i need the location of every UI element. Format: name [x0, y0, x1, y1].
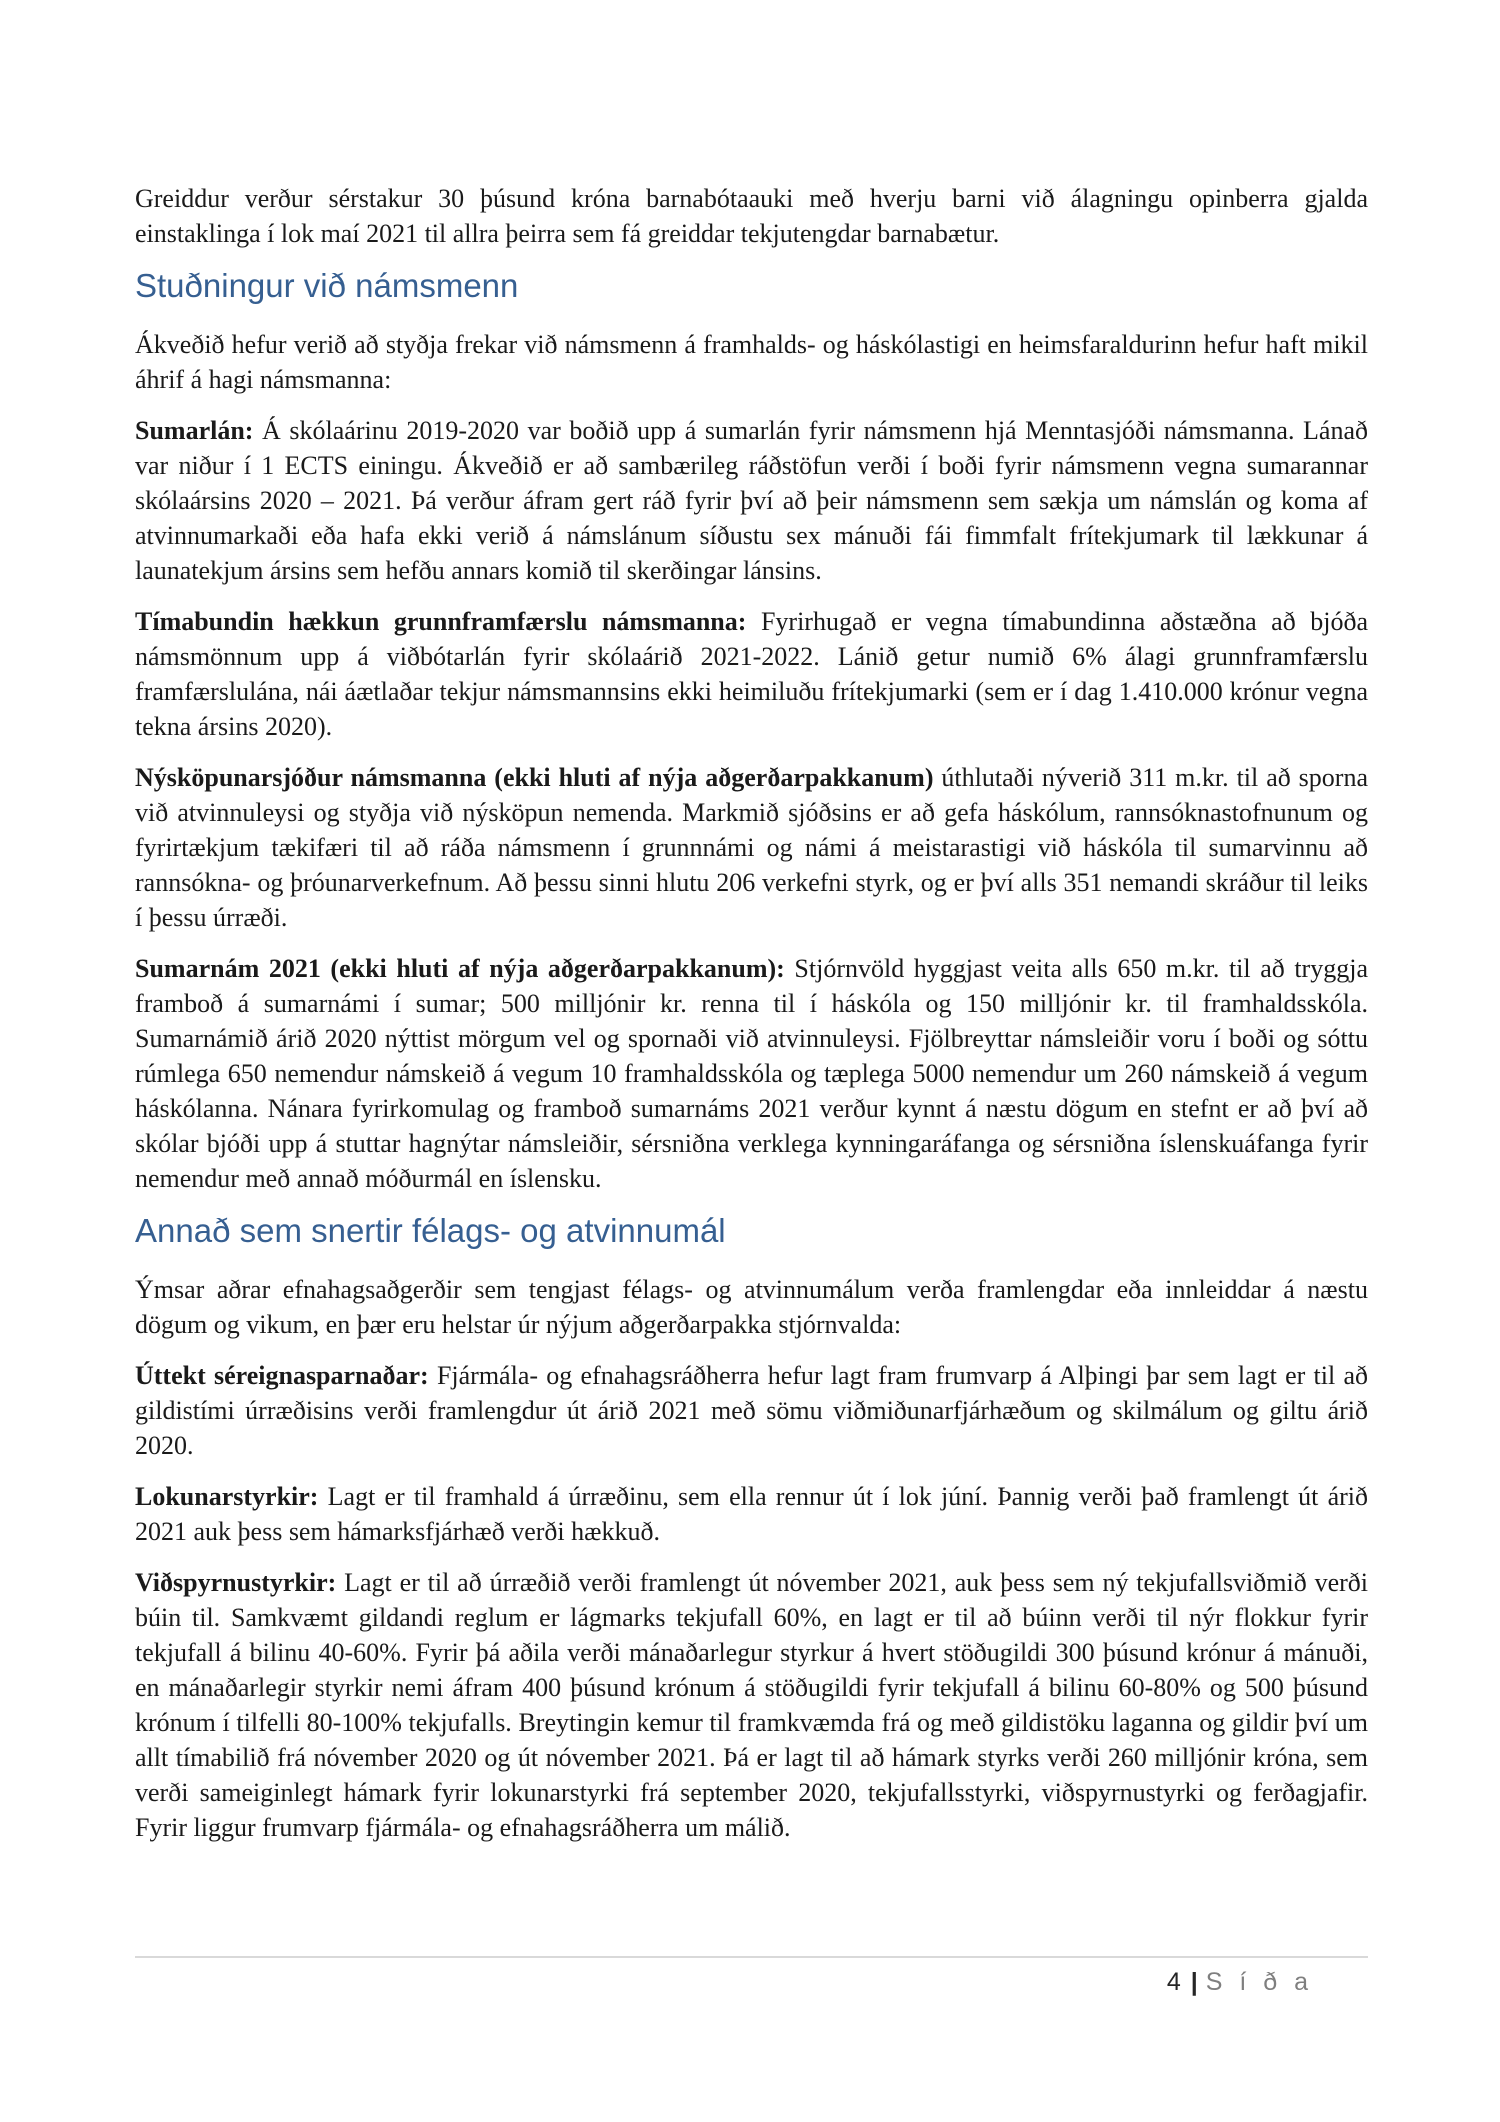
paragraph-vidspyrnustyrkir-body: Lagt er til að úrræðið verði framlengt út nóvember 2021, auk þess sem ný tekjufallsviðmið verði búin til. Samkvæmt gildandi reglum er lágmarks tekjufall 60%, en lagt er til að búinn verði til nýr flokkur fyrir tekjufall á bilinu 40-60%. Fyrir þá aðila verði mánaðarlegur styrkur á hvert stöðugildi 300 þúsund krónur á mánuði, en mánaðarlegir styrkir nemi áfram 400 þúsund krónum á stöðugildi fyrir tekjufall á bilinu 60-80% og 500 þúsund krónum í tilfelli 80-100% tekjufalls. Breytingin kemur til framkvæmda frá og með gildistöku laganna og gildir því um allt tímabilið frá nóvember 2020 og út nóvember 2021. Þá er lagt til að hámark styrks verði 260 milljónir króna, sem verði sameiginlegt hámark fyrir lokunarstyrki frá september 2020, tekjufallsstyrki, viðspyrnustyrki og ferðagjafir. Fyrir liggur frumvarp fjármála- og efnahagsráðherra um málið. — [135, 1568, 1368, 1842]
footer-page-number: 4 — [1166, 1968, 1181, 1996]
paragraph-lokunarstyrkir-body: Lagt er til framhald á úrræðinu, sem ella rennur út í lok júní. Þannig verði það framlengt út árið 2021 auk þess sem hámarksfjárhæð verði hækkuð. — [135, 1482, 1368, 1546]
paragraph-vidspyrnustyrkir — [135, 1565, 1368, 1845]
paragraph-uttekt — [135, 1358, 1368, 1463]
page-footer — [1167, 1968, 1313, 1997]
intro-paragraph: Greiddur verður sérstakur 30 þúsund króna barnabótaauki með hverju barni við álagningu opinberra gjalda einstaklinga í lok maí 2021 til allra þeirra sem fá greiddar tekjutengdar barnabætur. — [135, 184, 1368, 248]
paragraph-sumarnam — [135, 951, 1368, 1196]
paragraph-uttekt-body: Fjármála- og efnahagsráðherra hefur lagt fram frumvarp á Alþingi þar sem lagt er til að gildistími úrræðisins verði framlengdur út árið 2021 með sömu viðmiðunarfjárhæðum og skilmálum og giltu árið 2020. — [135, 1361, 1368, 1460]
section-heading-other-measures: Annað sem snertir félags- og atvinnumál — [135, 1212, 726, 1249]
paragraph-nyskopunarsjodur-lead: Nýsköpunarsjóður námsmanna (ekki hluti af nýja aðgerðarpakkanum) — [135, 763, 934, 792]
section-heading-students: Stuðningur við námsmenn — [135, 267, 519, 304]
footer-divider — [135, 1956, 1368, 1958]
paragraph-sumarlan — [135, 413, 1368, 588]
paragraph-nyskopunarsjodur-body: úthlutaði nýverið 311 m.kr. til að sporna við atvinnuleysi og styðja við nýsköpun nemenda. Markmið sjóðsins er að gefa háskólum, rannsóknastofnunum og fyrirtækjum tækifæri til að ráða námsmenn í grunnnámi og námi á meistarastigi við háskóla til sumarvinnu að rannsókna- og þróunarverkefnum. Að þessu sinni hlutu 206 verkefni styrk, og er því alls 351 nemandi skráður til leiks í þessu úrræði. — [135, 763, 1368, 932]
paragraph-timabundin-lead: Tímabundin hækkun grunnframfærslu námsmanna: — [135, 607, 747, 636]
footer-page-label: S í ð a — [1205, 1968, 1313, 1996]
paragraph-timabundin — [135, 604, 1368, 744]
footer-separator: | — [1190, 1968, 1198, 1996]
paragraph-timabundin-body: Fyrirhugað er vegna tímabundinna aðstæðna að bjóða námsmönnum upp á viðbótarlán fyrir skólaárið 2021-2022. Lánið getur numið 6% álagi grunnframfærslu framfærslulána, nái áætlaðar tekjur námsmannsins ekki heimiluðu frítekjumarki (sem er í dag 1.410.000 krónur vegna tekna ársins 2020). — [135, 607, 1368, 741]
paragraph-lokunarstyrkir-lead: Lokunarstyrkir: — [135, 1482, 319, 1511]
paragraph-sumarlan-lead: Sumarlán: — [135, 416, 254, 445]
document-body — [135, 181, 1368, 1861]
paragraph-sumarlan-body: Á skólaárinu 2019-2020 var boðið upp á sumarlán fyrir námsmenn hjá Menntasjóði námsmanna. Lánað var niður í 1 ECTS einingu. Ákveðið er að sambærileg ráðstöfun verði í boði fyrir námsmenn vegna sumarannar skólaársins 2020 – 2021. Þá verður áfram gert ráð fyrir því að þeir námsmenn sem sækja um námslán og koma af atvinnumarkaði eða hafa ekki verið á námslánum síðustu sex mánuði fái fimmfalt frítekjumark til lækkunar á launatekjum ársins sem hefðu annars komið til skerðingar lánsins. — [135, 416, 1368, 585]
paragraph-uttekt-lead: Úttekt séreignasparnaðar: — [135, 1361, 429, 1390]
paragraph-vidspyrnustyrkir-lead: Viðspyrnustyrkir: — [135, 1568, 337, 1597]
paragraph-sumarnam-lead: Sumarnám 2021 (ekki hluti af nýja aðgerðarpakkanum): — [135, 954, 785, 983]
other-measures-intro-paragraph: Ýmsar aðrar efnahagsaðgerðir sem tengjast félags- og atvinnumálum verða framlengdar eða innleiddar á næstu dögum og vikum, en þær eru helstar úr nýjum aðgerðarpakka stjórnvalda: — [135, 1275, 1368, 1339]
students-intro-paragraph: Ákveðið hefur verið að styðja frekar við námsmenn á framhalds- og háskólastigi en heimsfaraldurinn hefur haft mikil áhrif á hagi námsmanna: — [135, 330, 1368, 394]
paragraph-sumarnam-body: Stjórnvöld hyggjast veita alls 650 m.kr. til að tryggja framboð á sumarnámi í sumar; 500 milljónir kr. renna til í háskóla og 150 milljónir kr. til framhaldsskóla. Sumarnámið árið 2020 nýttist mörgum vel og spornaði við atvinnuleysi. Fjölbreyttar námsleiðir voru í boði og sóttu rúmlega 650 nemendur námskeið á vegum 10 framhaldsskóla og tæplega 5000 nemendur um 260 námskeið á vegum háskólanna. Nánara fyrirkomulag og framboð sumarnáms 2021 verður kynnt á næstu dögum en stefnt er að því að skólar bjóði upp á stuttar hagnýtar námsleiðir, sérsniðna verklega kynningaráfanga og sérsniðna íslenskuáfanga fyrir nemendur með annað móðurmál en íslensku. — [135, 954, 1368, 1193]
paragraph-lokunarstyrkir — [135, 1479, 1368, 1549]
paragraph-nyskopunarsjodur — [135, 760, 1368, 935]
